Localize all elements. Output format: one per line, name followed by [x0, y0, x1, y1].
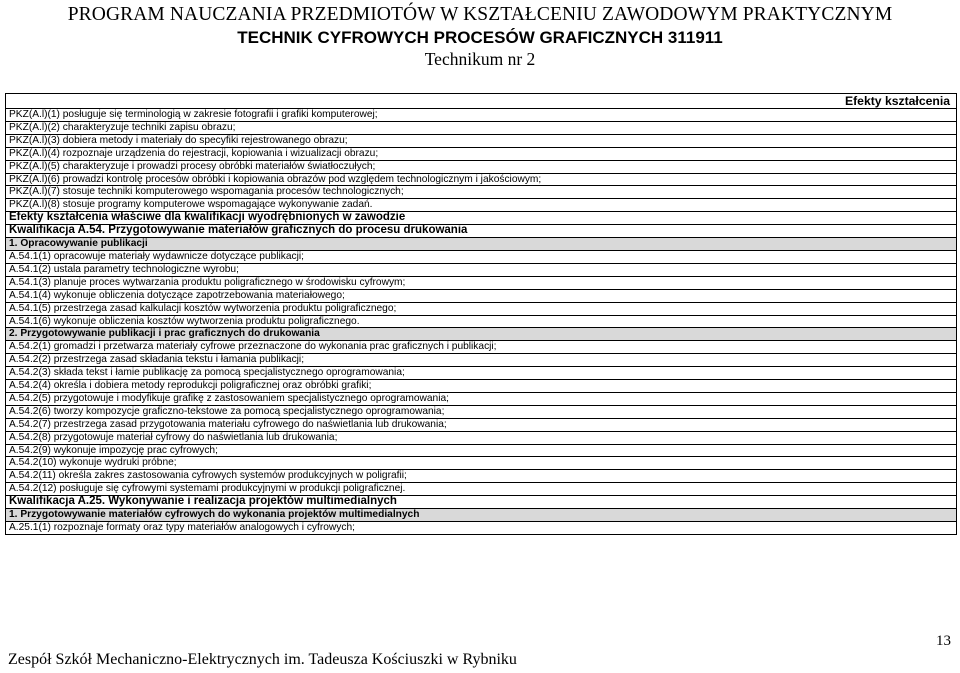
table-cell: PKZ(A.l)(2) charakteryzuje techniki zapisu obrazu;: [6, 121, 957, 134]
table-row: [6, 405, 957, 418]
table-cell: A.54.2(12) posługuje się cyfrowymi systemami produkcyjnymi w produkcji poligraficznej.: [6, 483, 957, 496]
table-row: [6, 173, 957, 186]
table-row: [6, 483, 957, 496]
table-row: [6, 160, 957, 173]
table-cell: A.54.2(6) tworzy kompozycje graficzno-tekstowe za pomocą specjalistycznego oprogramowania;: [6, 405, 957, 418]
table-cell: PKZ(A.l)(7) stosuje techniki komputerowego wspomagania procesów technologicznych;: [6, 186, 957, 199]
table-row: [6, 238, 957, 251]
learning-outcomes-table: [5, 93, 957, 535]
table-cell: A.54.2(10) wykonuje wydruki próbne;: [6, 457, 957, 470]
table-cell: Efekty kształcenia właściwe dla kwalifikacji wyodrębnionych w zawodzie: [6, 212, 957, 225]
document-title: PROGRAM NAUCZANIA PRZEDMIOTÓW W KSZTAŁCENIU ZAWODOWYM PRAKTYCZNYM: [67, 4, 893, 25]
table-cell: A.54.2(2) przestrzega zasad składania tekstu i łamania publikacji;: [6, 354, 957, 367]
profession-title: TECHNIK CYFROWYCH PROCESÓW GRAFICZNYCH 311911: [237, 28, 723, 47]
table-row: [6, 263, 957, 276]
table-row: [6, 225, 957, 238]
table-cell: A.54.2(5) przygotowuje i modyfikuje grafikę z zastosowaniem specjalistycznego oprogramowania;: [6, 392, 957, 405]
table-cell: 1. Przygotowywanie materiałów cyfrowych do wykonania projektów multimedialnych: [6, 509, 957, 522]
table-cell: A.54.2(7) przestrzega zasad przygotowania materiału cyfrowego do naświetlania lub drukowania;: [6, 418, 957, 431]
table-cell: A.54.1(6) wykonuje obliczenia kosztów wytworzenia produktu poligraficznego.: [6, 315, 957, 328]
table-cell: A.54.2(9) wykonuje impozycję prac cyfrowych;: [6, 444, 957, 457]
table-row: [6, 250, 957, 263]
table-header: Efekty kształcenia: [6, 94, 957, 109]
table-row: [6, 367, 957, 380]
table-header-row: [6, 94, 957, 109]
table-row: [6, 509, 957, 522]
table-cell: A.54.2(1) gromadzi i przetwarza materiały cyfrowe przeznaczone do wykonania prac graficznych i publikacji;: [6, 341, 957, 354]
table-row: [6, 147, 957, 160]
table-row: [6, 276, 957, 289]
table-cell: Kwalifikacja A.25. Wykonywanie i realizacja projektów multimedialnych: [6, 496, 957, 509]
table-cell: 1. Opracowywanie publikacji: [6, 238, 957, 251]
table-cell: A.25.1(1) rozpoznaje formaty oraz typy materiałów analogowych i cyfrowych;: [6, 522, 957, 535]
table-row: [6, 392, 957, 405]
table-row: [6, 121, 957, 134]
table-row: [6, 457, 957, 470]
table-cell: PKZ(A.l)(3) dobiera metody i materiały do specyfiki rejestrowanego obrazu;: [6, 134, 957, 147]
table-row: [6, 109, 957, 122]
table-cell: A.54.2(4) określa i dobiera metody reprodukcji poligraficznej oraz obróbki grafiki;: [6, 380, 957, 393]
table-cell: A.54.1(3) planuje proces wytwarzania produktu poligraficznego w środowisku cyfrowym;: [6, 276, 957, 289]
table-cell: PKZ(A.l)(1) posługuje się terminologią w zakresie fotografii i grafiki komputerowej;: [6, 109, 957, 122]
table-cell: PKZ(A.l)(5) charakteryzuje i prowadzi procesy obróbki materiałów światłoczułych;: [6, 160, 957, 173]
table-cell: A.54.1(5) przestrzega zasad kalkulacji kosztów wytworzenia produktu poligraficznego;: [6, 302, 957, 315]
table-row: [6, 315, 957, 328]
table-row: [6, 444, 957, 457]
school-name: Technikum nr 2: [424, 49, 536, 69]
table-row: [6, 199, 957, 212]
table-row: [6, 522, 957, 535]
table-row: [6, 496, 957, 509]
table-row: [6, 302, 957, 315]
table-cell: A.54.1(4) wykonuje obliczenia dotyczące zapotrzebowania materiałowego;: [6, 289, 957, 302]
footer-school: Zespół Szkół Mechaniczno-Elektrycznych im. Tadeusza Kościuszki w Rybniku: [8, 651, 517, 668]
table-cell: 2. Przygotowywanie publikacji i prac graficznych do drukowania: [6, 328, 957, 341]
table-row: [6, 380, 957, 393]
table-cell: A.54.1(1) opracowuje materiały wydawnicze dotyczące publikacji;: [6, 250, 957, 263]
table-row: [6, 431, 957, 444]
table-row: [6, 354, 957, 367]
table-row: [6, 418, 957, 431]
table-cell: Kwalifikacja A.54. Przygotowywanie materiałów graficznych do procesu drukowania: [6, 225, 957, 238]
table-cell: A.54.2(3) składa tekst i łamie publikację za pomocą specjalistycznego oprogramowania;: [6, 367, 957, 380]
table-row: [6, 289, 957, 302]
table-cell: PKZ(A.l)(4) rozpoznaje urządzenia do rejestracji, kopiowania i wizualizacji obrazu;: [6, 147, 957, 160]
table-cell: A.54.2(11) określa zakres zastosowania cyfrowych systemów produkcyjnych w poligrafii;: [6, 470, 957, 483]
table-row: [6, 134, 957, 147]
table-row: [6, 212, 957, 225]
table-row: [6, 328, 957, 341]
page-number: 13: [936, 633, 951, 649]
table-cell: A.54.2(8) przygotowuje materiał cyfrowy do naświetlania lub drukowania;: [6, 431, 957, 444]
table-row: [6, 186, 957, 199]
page-header: [0, 0, 960, 70]
table-row: [6, 470, 957, 483]
table-cell: PKZ(A.l)(8) stosuje programy komputerowe wspomagające wykonywanie zadań.: [6, 199, 957, 212]
table-cell: A.54.1(2) ustala parametry technologiczne wyrobu;: [6, 263, 957, 276]
table-cell: PKZ(A.l)(6) prowadzi kontrolę procesów obróbki i kopiowania obrazów pod względem technologicznym i jakościowym;: [6, 173, 957, 186]
table-row: [6, 341, 957, 354]
